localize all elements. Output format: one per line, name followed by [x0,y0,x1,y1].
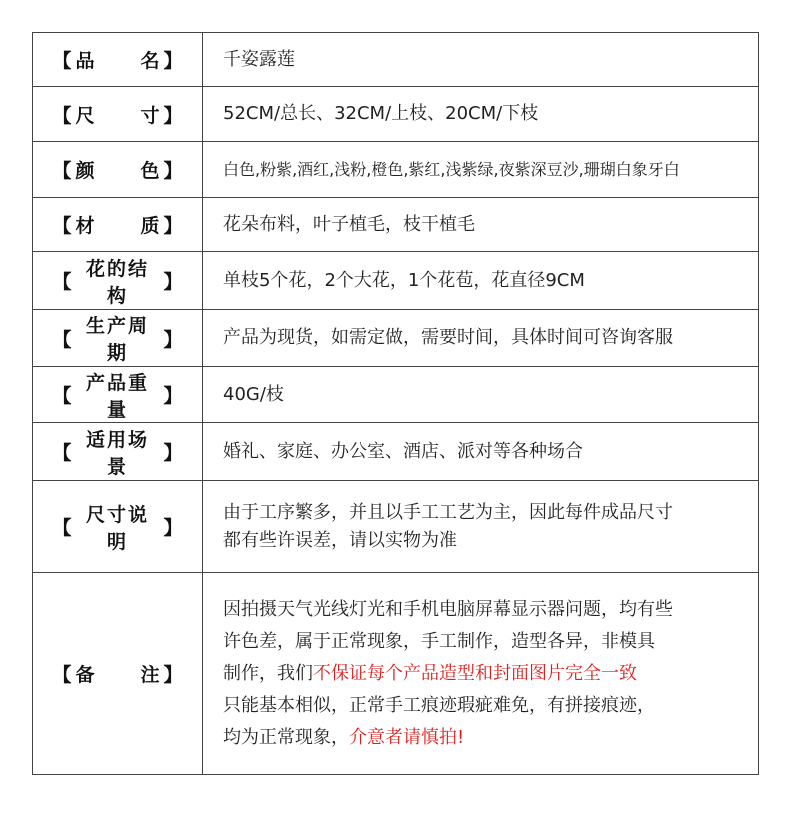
bracket-close: 】 [163,160,183,182]
bracket-open: 【 [52,104,72,127]
text-line: 只能基本相似，正常手工痕迹瑕疵难免，有拼接痕迹， [223,694,655,716]
bracket-close: 】 [163,271,183,293]
warning-text: 不保证每个产品造型和封面图片完全一致 [313,662,637,684]
label-text: 适用场景 [85,428,149,478]
text-segment: 均为正常现象， [223,726,349,748]
row-label-color [33,142,203,198]
row-label-production-cycle [33,310,203,367]
label-char: 品 [75,50,95,72]
label-text: 尺寸说明 [85,503,149,553]
bracket-open: 【 [52,160,72,182]
text-line: 因拍摄天气光线灯光和手机电脑屏幕显示器问题，均有些 [223,598,673,620]
row-value-weight: 40G/枝 [203,367,759,423]
label-text: 生产周期 [85,315,149,364]
bracket-open: 【 [52,517,72,539]
bracket-open: 【 [52,385,72,407]
bracket-close: 】 [163,385,183,407]
label-char: 备 [75,664,95,686]
row-label-material [33,198,203,252]
bracket-close: 】 [163,664,183,686]
row-value-color: 白色,粉紫,酒红,浅粉,橙色,紫红,浅紫绿,夜紫深豆沙,珊瑚白象牙白 [203,142,759,198]
warning-text: 介意者请慎拍! [349,726,465,748]
text-line [223,722,758,754]
table-row [33,423,759,481]
row-value-size: 52CM/总长、32CM/上枝、20CM/下枝 [203,87,759,142]
row-value-usage: 婚礼、家庭、办公室、酒店、派对等各种场合 [203,423,759,481]
label-char: 尺 [75,104,95,127]
table-row [33,310,759,367]
row-value-remarks [203,573,759,775]
table-row [33,252,759,310]
text-line: 由于工序繁多，并且以手工工艺为主，因此每件成品尺寸 [223,501,673,523]
product-spec-table [32,32,759,775]
bracket-close: 】 [163,328,183,351]
row-value-structure: 单枝5个花，2个大花，1个花苞，花直径9CM [203,252,759,310]
row-label-size [33,87,203,142]
label-char: 色 [140,160,160,182]
bracket-close: 】 [163,442,183,464]
label-text: 产品重量 [85,371,149,421]
row-value-material: 花朵布料，叶子植毛，枝干植毛 [203,198,759,252]
row-value-production-cycle: 产品为现货，如需定做，需要时间，具体时间可咨询客服 [203,310,759,367]
table-row [33,33,759,87]
row-label-size-note [33,481,203,573]
label-char: 材 [75,215,95,237]
row-label-weight [33,367,203,423]
bracket-close: 】 [163,50,183,72]
label-char: 注 [140,664,160,686]
bracket-close: 】 [163,104,183,127]
row-label-structure [33,252,203,310]
text-line [223,658,758,690]
label-char: 寸 [140,104,160,127]
bracket-open: 【 [52,442,72,464]
row-label-name [33,33,203,87]
text-line: 许色差，属于正常现象，手工制作，造型各异，非模具 [223,630,655,652]
table-row [33,367,759,423]
table-row [33,481,759,573]
table-row [33,573,759,775]
text-line: 都有些许误差，请以实物为准 [223,529,457,551]
bracket-open: 【 [52,215,72,237]
table-row [33,87,759,142]
bracket-open: 【 [52,271,72,293]
bracket-open: 【 [52,664,72,686]
table-row [33,198,759,252]
table-row [33,142,759,198]
label-char: 颜 [75,160,95,182]
bracket-close: 】 [163,517,183,539]
bracket-open: 【 [52,50,72,72]
text-segment: 制作，我们 [223,662,313,684]
row-value-size-note [203,481,759,573]
bracket-close: 】 [163,215,183,237]
label-char: 名 [140,50,160,72]
row-label-remarks [33,573,203,775]
label-text: 花的结构 [85,257,149,307]
row-value-name: 千姿露莲 [203,33,759,87]
bracket-open: 【 [52,328,72,351]
label-char: 质 [140,215,160,237]
row-label-usage [33,423,203,481]
